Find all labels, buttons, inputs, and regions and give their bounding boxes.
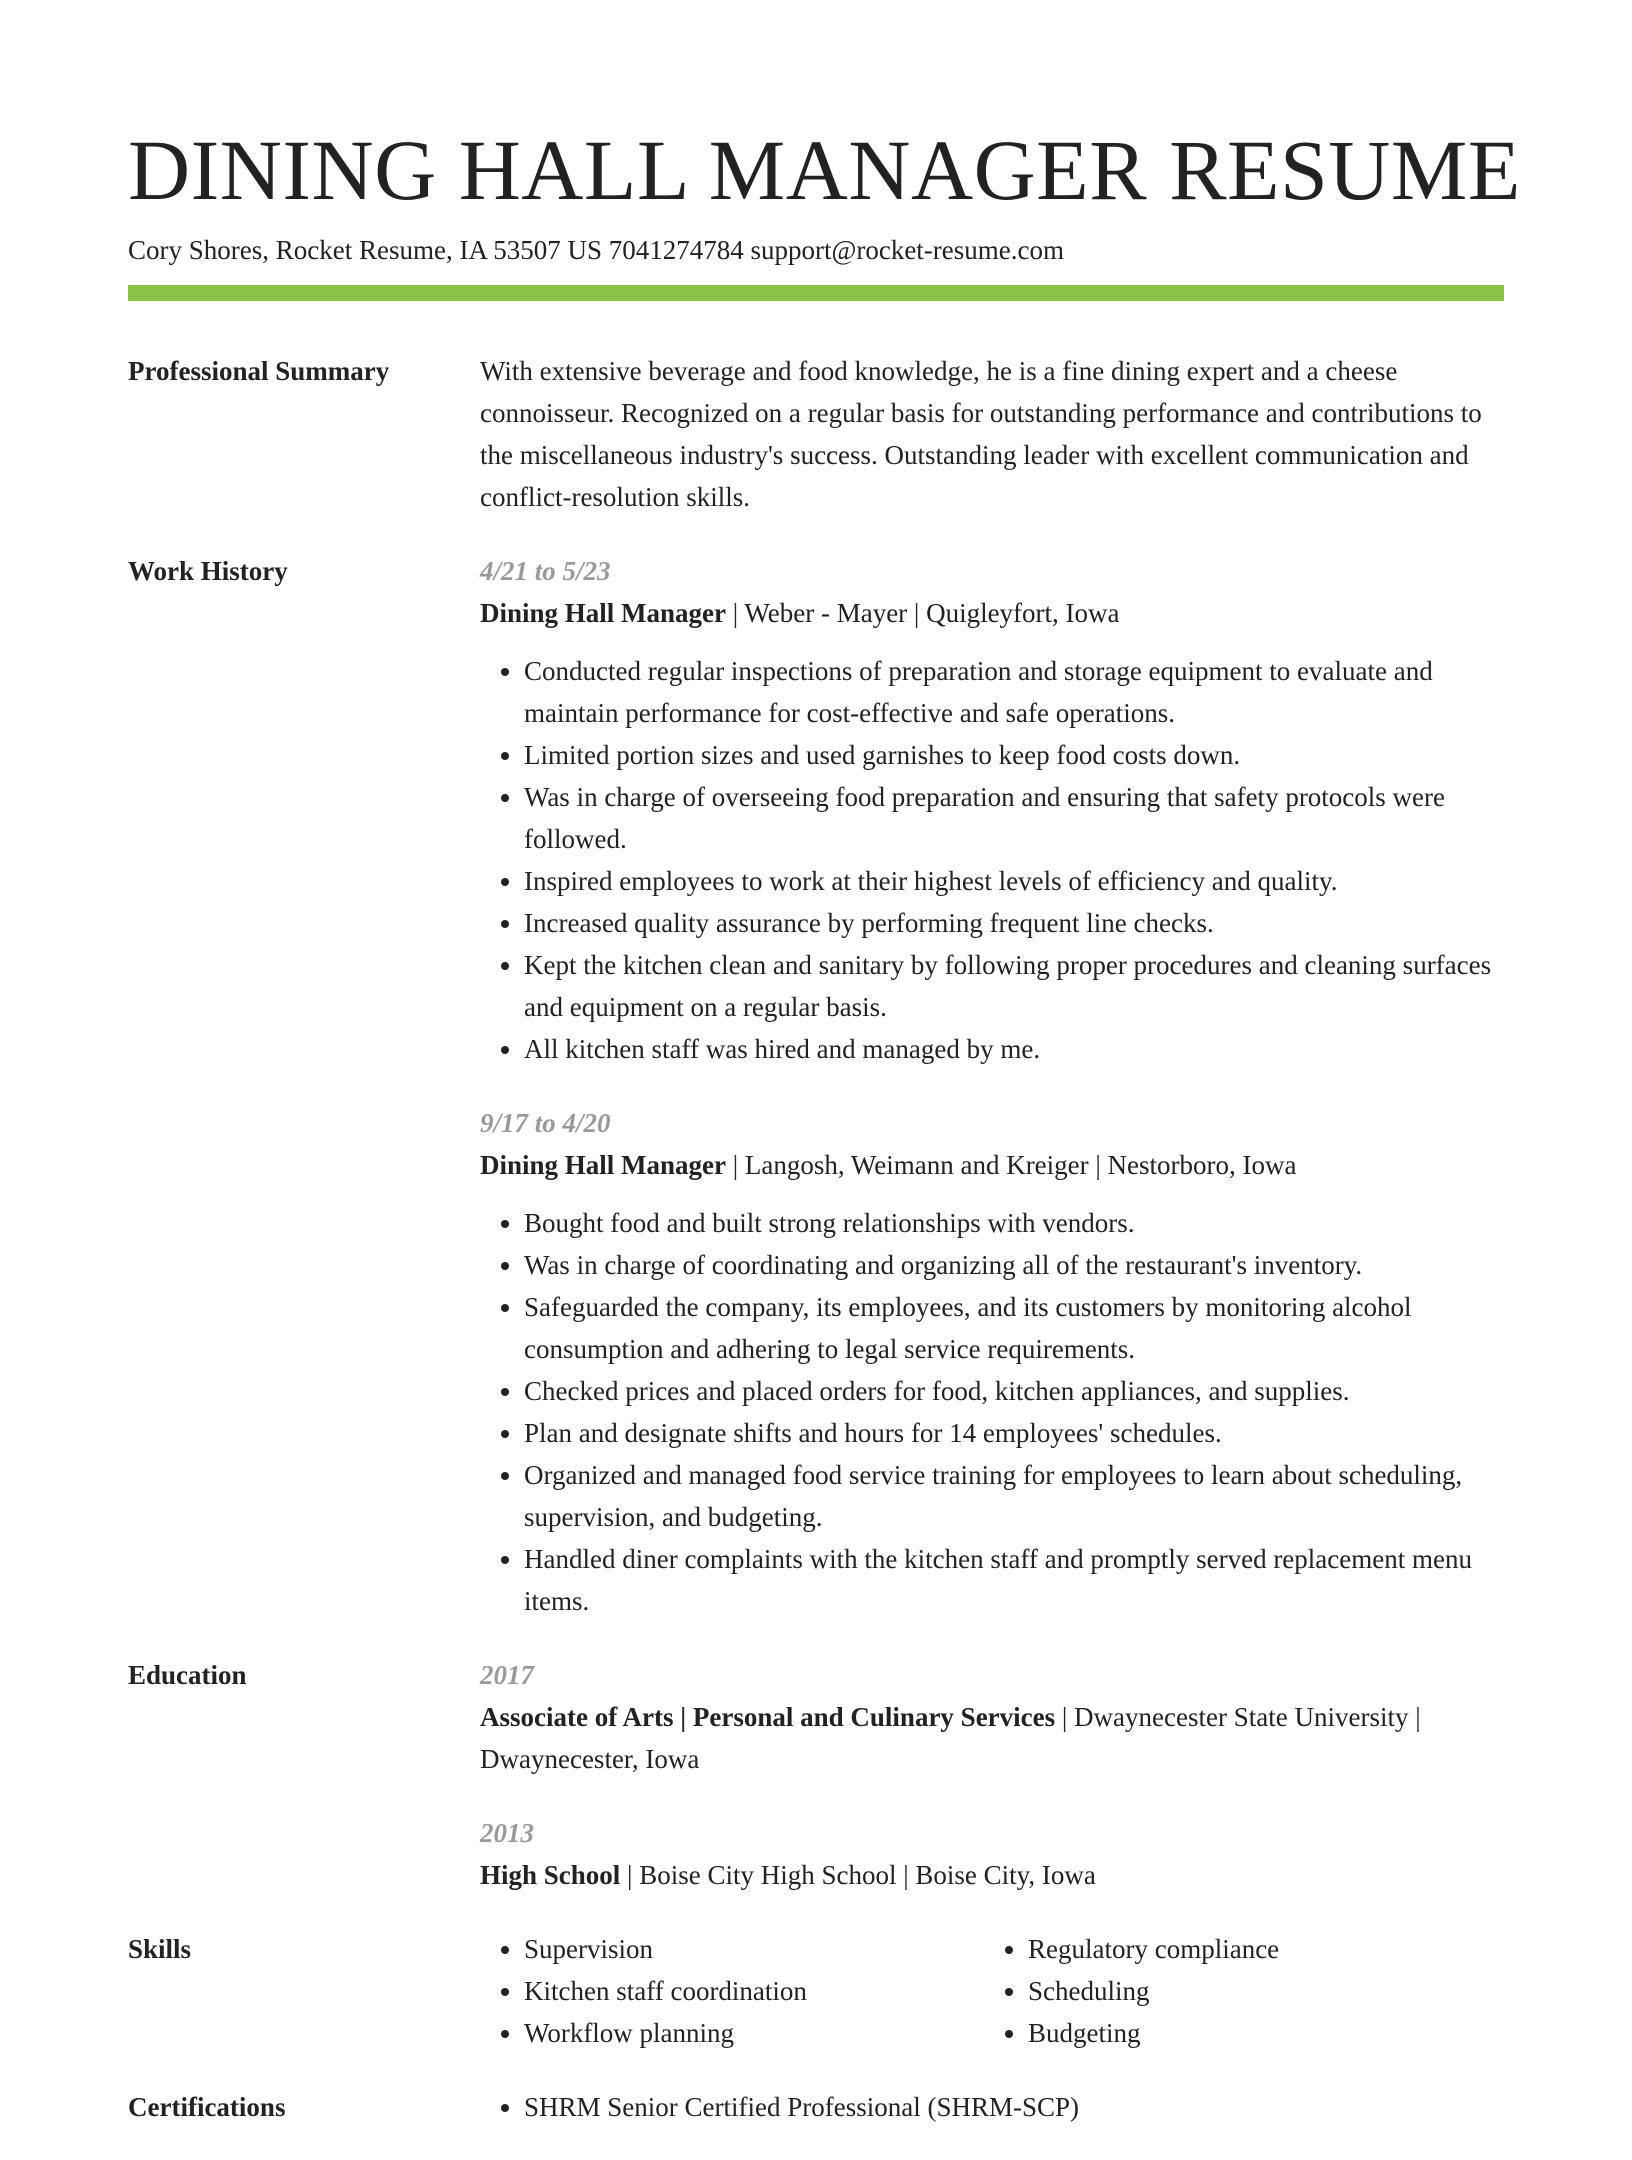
education-body [480,1654,1504,1896]
contact-line: Cory Shores, Rocket Resume, IA 53507 US 7041274784 support@rocket-resume.com [128,235,1064,265]
education-section [128,1654,1504,1896]
accent-divider [128,285,1504,301]
education-entry [480,1812,1504,1896]
certification-item: • SHRM Senior Certified Professional (SHRM-SCP) [524,2086,1504,2128]
job-bullets [480,1202,1504,1622]
work-history-heading: Work History [128,556,288,586]
skills-section [128,1928,1504,2054]
job-title: Dining Hall Manager [480,598,727,628]
education-degree: Associate of Arts | Personal and Culinary Services [480,1702,1056,1732]
job-bullet: • Conducted regular inspections of preparation and storage equipment to evaluate and maintain performance for cost-effective and safe operations. [524,650,1504,734]
education-line [480,1696,1504,1780]
education-year: 2017 [480,1660,534,1690]
education-line [480,1854,1504,1896]
skill-item: • Workflow planning [524,2012,984,2054]
job-bullet: • Was in charge of overseeing food preparation and ensuring that safety protocols were followed. [524,776,1504,860]
education-details: | Boise City High School | Boise City, Iowa [620,1860,1096,1890]
work-history-body [480,550,1504,1622]
job-bullet: • Checked prices and placed orders for food, kitchen appliances, and supplies. [524,1370,1504,1412]
job-bullet: • Organized and managed food service training for employees to learn about scheduling, supervision, and budgeting. [524,1454,1504,1538]
skills-list-right [984,1928,1488,2054]
education-entry [480,1654,1504,1780]
skill-item: • Kitchen staff coordination [524,1970,984,2012]
job-bullets [480,650,1504,1070]
certifications-section [128,2086,1504,2128]
job-details: | Weber - Mayer | Quigleyfort, Iowa [726,598,1120,628]
job-line [480,1144,1504,1186]
job-details: | Langosh, Weimann and Kreiger | Nestorboro, Iowa [726,1150,1297,1180]
education-year: 2013 [480,1818,534,1848]
job-entry [480,550,1504,1070]
job-bullet: • Plan and designate shifts and hours for 14 employees' schedules. [524,1412,1504,1454]
certifications-heading: Certifications [128,2092,286,2122]
skill-item: • Regulatory compliance [1028,1928,1488,1970]
job-bullet: • Limited portion sizes and used garnishes to keep food costs down. [524,734,1504,776]
skills-heading: Skills [128,1934,192,1964]
job-bullet: • Inspired employees to work at their highest levels of efficiency and quality. [524,860,1504,902]
job-bullet: • Handled diner complaints with the kitchen staff and promptly served replacement menu items. [524,1538,1504,1622]
resume-sections [128,350,1504,2160]
summary-text: With extensive beverage and food knowledge, he is a fine dining expert and a cheese connoisseur. Recognized on a regular basis for outstanding performance and contributions to the miscellaneous industry's success. Outstanding leader with excellent communication and conflict-resolution skills. [480,356,1482,512]
certifications-body [480,2086,1504,2128]
job-line [480,592,1504,634]
summary-body [480,350,1504,518]
job-bullet: • Kept the kitchen clean and sanitary by following proper procedures and cleaning surfaces and equipment on a regular basis. [524,944,1504,1028]
skills-body [480,1928,1504,2054]
job-bullet: • Increased quality assurance by performing frequent line checks. [524,902,1504,944]
certifications-list [480,2086,1504,2128]
job-bullet: • Was in charge of coordinating and organizing all of the restaurant's inventory. [524,1244,1504,1286]
education-degree: High School [480,1860,621,1890]
education-heading: Education [128,1660,247,1690]
skills-list-left [480,1928,984,2054]
job-entry [480,1102,1504,1622]
job-title: Dining Hall Manager [480,1150,727,1180]
skill-item: • Supervision [524,1928,984,1970]
summary-section [128,350,1504,518]
resume-title: DINING HALL MANAGER RESUME [128,122,1521,218]
job-dates: 9/17 to 4/20 [480,1108,611,1138]
summary-heading: Professional Summary [128,356,390,386]
education-details: | Dwaynecester State University | Dwaynecester, Iowa [480,1702,1421,1774]
job-dates: 4/21 to 5/23 [480,556,611,586]
job-bullet: • All kitchen staff was hired and managed by me. [524,1028,1504,1070]
skill-item: • Budgeting [1028,2012,1488,2054]
job-bullet: • Bought food and built strong relationships with vendors. [524,1202,1504,1244]
skill-item: • Scheduling [1028,1970,1488,2012]
work-history-section [128,550,1504,1622]
job-bullet: • Safeguarded the company, its employees, and its customers by monitoring alcohol consumption and adhering to legal service requirements. [524,1286,1504,1370]
